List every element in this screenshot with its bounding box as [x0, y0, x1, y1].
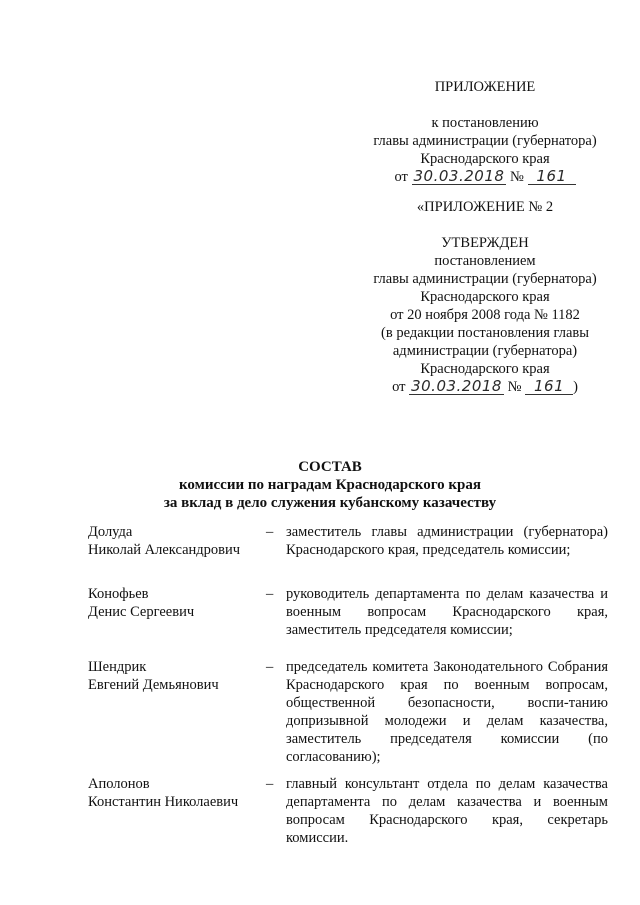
commission-members: [88, 523, 608, 855]
member-dash: –: [266, 586, 274, 602]
member-name: [88, 523, 268, 559]
approval-of-head-line: главы администрации (губернатора): [373, 271, 597, 287]
date-prefix: от: [394, 169, 408, 185]
edition-handwritten-date: 30.03.2018: [411, 377, 502, 395]
member-role: заместитель главы администрации (губернатора) Краснодарского края, председатель комиссии;: [286, 524, 608, 558]
title-line-2: комиссии по наградам Краснодарского края: [178, 477, 482, 493]
member-name: [88, 775, 268, 811]
member-name: [88, 585, 268, 621]
document-title: [100, 458, 560, 512]
appendix-title: ПРИЛОЖЕНИЕ: [434, 79, 536, 95]
title-line-1: СОСТАВ: [298, 459, 362, 475]
resolution-date-line: [360, 168, 610, 186]
by-resolution-line: постановлением: [434, 253, 536, 269]
edition-handwritten-number: 161: [525, 378, 573, 395]
member-given-names: Николай Александрович: [88, 542, 241, 558]
member-role: руководитель департамента по делам казачества и военным вопросам Краснодарского края, заместитель председателя комиссии;: [286, 586, 608, 638]
member-surname: Аполонов: [88, 776, 150, 792]
handwritten-number: 161: [528, 168, 576, 185]
edition-date-prefix: от: [392, 379, 406, 395]
member-dash: –: [266, 524, 274, 540]
closing-paren: ): [573, 379, 578, 395]
appendix-number: «ПРИЛОЖЕНИЕ № 2: [416, 199, 554, 215]
approval-region-line: Краснодарского края: [420, 289, 550, 305]
member-row: [88, 585, 608, 652]
edition-date-line: [360, 378, 610, 396]
member-surname: Долуда: [88, 524, 133, 540]
member-row: [88, 775, 608, 855]
member-given-names: Константин Николаевич: [88, 794, 239, 810]
approved-label: УТВЕРЖДЕН: [441, 235, 529, 251]
member-surname: Шендрик: [88, 659, 147, 675]
of-head-line: главы администрации (губернатора): [373, 133, 597, 149]
member-dash: –: [266, 659, 274, 675]
handwritten-date: 30.03.2018: [413, 167, 505, 185]
member-surname: Конофьев: [88, 586, 149, 602]
number-sign: №: [510, 169, 524, 185]
member-given-names: Денис Сергеевич: [88, 604, 195, 620]
edition-number-sign: №: [507, 379, 522, 395]
edition-region-line: Краснодарского края: [420, 361, 550, 377]
member-row: [88, 658, 608, 768]
member-given-names: Евгений Демьянович: [88, 677, 219, 693]
member-role: председатель комитета Законодательного Собрания Краснодарского края по военным вопросам, общественной безопасности, воспи-танию допризывной молодежи и делам казачества, заместитель председателя комиссии (по согласованию);: [286, 659, 608, 765]
member-row: [88, 523, 608, 575]
edition-line-1: (в редакции постановления главы: [381, 325, 589, 341]
edition-line-2: администрации (губернатора): [392, 343, 578, 359]
member-dash: –: [266, 776, 274, 792]
approval-header: [360, 198, 610, 396]
to-resolution-line: к постановлению: [431, 115, 539, 131]
original-date-line: от 20 ноября 2008 года № 1182: [390, 307, 580, 323]
member-role: главный консультант отдела по делам казачества департамента по делам казачества и военным вопросам Краснодарского края, секретарь комиссии.: [286, 776, 608, 846]
member-name: [88, 658, 268, 694]
region-line: Краснодарского края: [420, 151, 550, 167]
appendix-header: [360, 78, 610, 186]
title-line-3: за вклад в дело служения кубанскому казачеству: [163, 495, 497, 511]
